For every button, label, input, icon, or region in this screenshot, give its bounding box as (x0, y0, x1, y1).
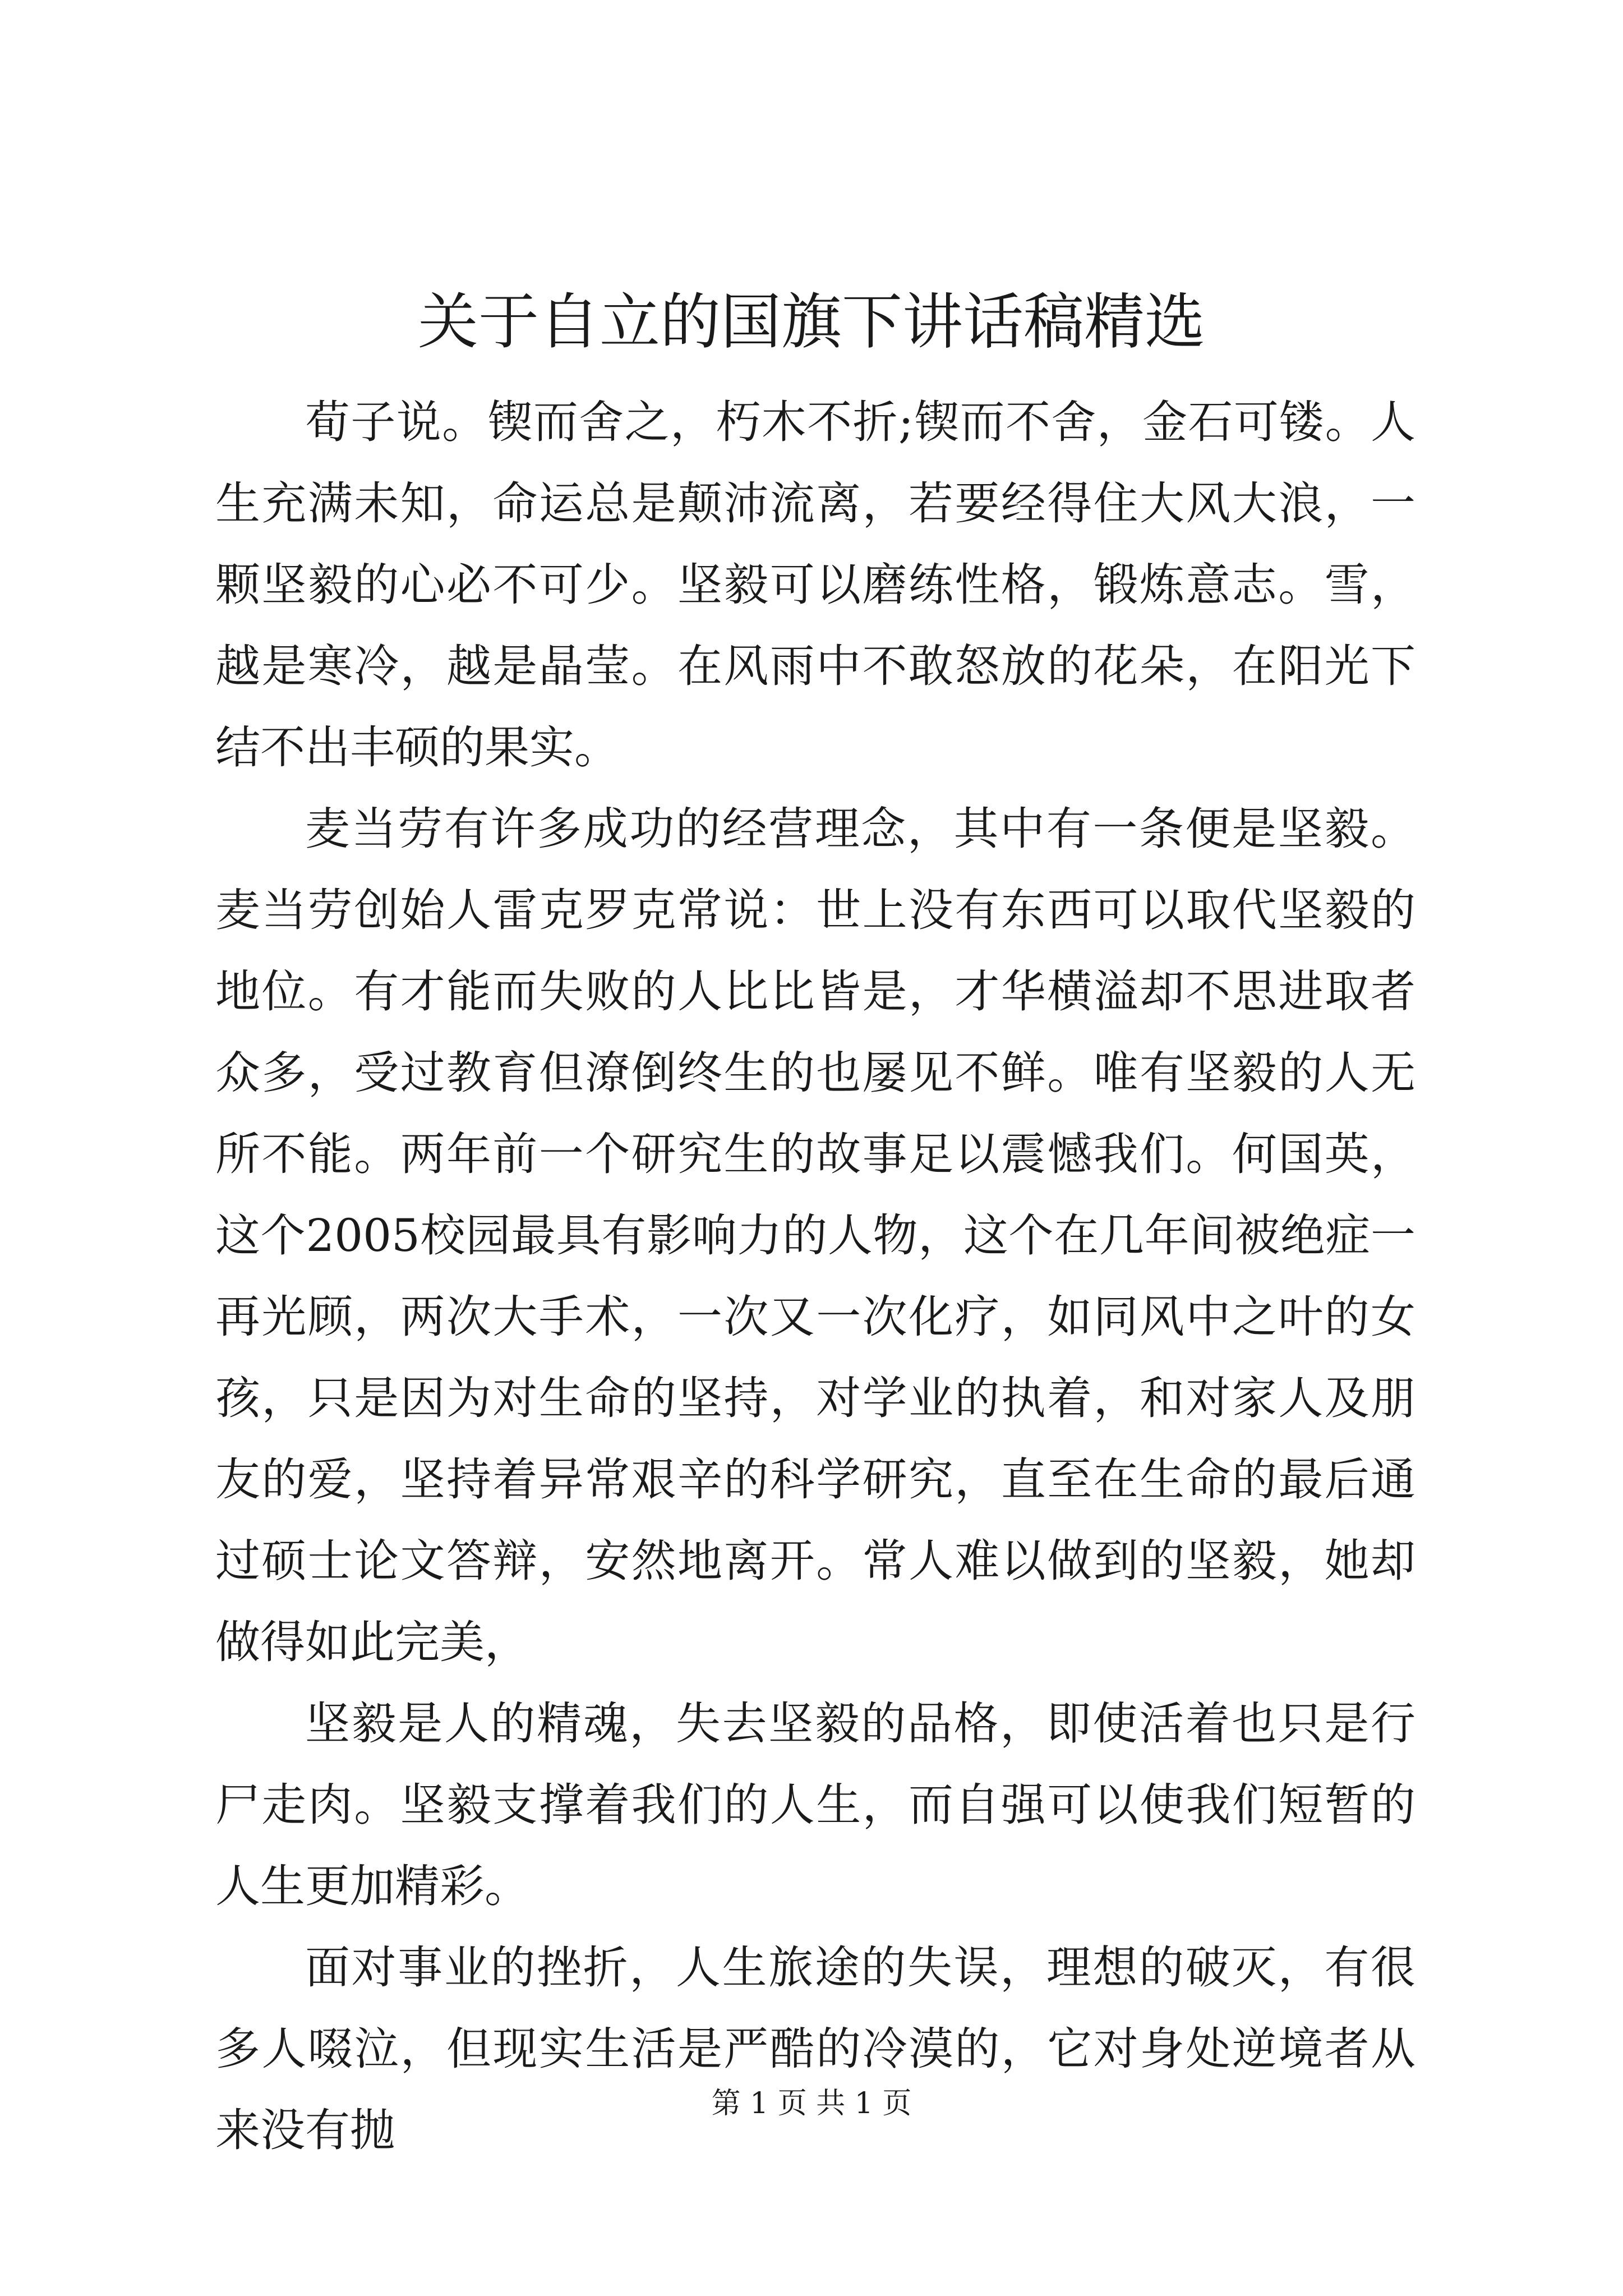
document-title: 关于自立的国旗下讲话稿精选 (417, 287, 1205, 357)
paragraph-2: 麦当劳有许多成功的经营理念，其中有一条便是坚毅。麦当劳创始人雷克罗克常说：世上没有东西可以取代坚毅的地位。有才能而失败的人比比皆是，才华横溢却不思进取者众多，受过教育但潦倒终生的也屡见不鲜。唯有坚毅的人无所不能。两年前一个研究生的故事足以震憾我们。何国英，这个2005校园最具有影响力的人物，这个在几年间被绝症一再光顾，两次大手术，一次又一次化疗，如同风中之叶的女孩，只是因为对生命的坚持，对学业的执着，和对家人及朋友的爱，坚持着异常艰辛的科学研究，直至在生命的最后通过硕士论文答辩，安然地离开。常人难以做到的坚毅，她却做得如此完美， (215, 803, 1415, 1668)
document-body (215, 381, 1415, 2171)
paragraph-1: 荀子说。锲而舍之，朽木不折;锲而不舍，金石可镂。人生充满未知，命运总是颠沛流离，若要经得住大风大浪，一颗坚毅的心必不可少。坚毅可以磨练性格，锻炼意志。雪，越是寒冷，越是晶莹。在风雨中不敢怒放的花朵，在阳光下结不出丰硕的果实。 (215, 396, 1415, 774)
paragraph-3: 坚毅是人的精魂，失去坚毅的品格，即使活着也只是行尸走肉。坚毅支撑着我们的人生，而自强可以使我们短暂的人生更加精彩。 (215, 1697, 1415, 1912)
paragraph-4: 面对事业的挫折，人生旅途的失误，理想的破灭，有很多人啜泣，但现实生活是严酷的冷漠的，它对身处逆境者从来没有抛 (215, 1941, 1415, 2156)
page-footer: 第 1 页 共 1 页 (711, 2087, 912, 2120)
